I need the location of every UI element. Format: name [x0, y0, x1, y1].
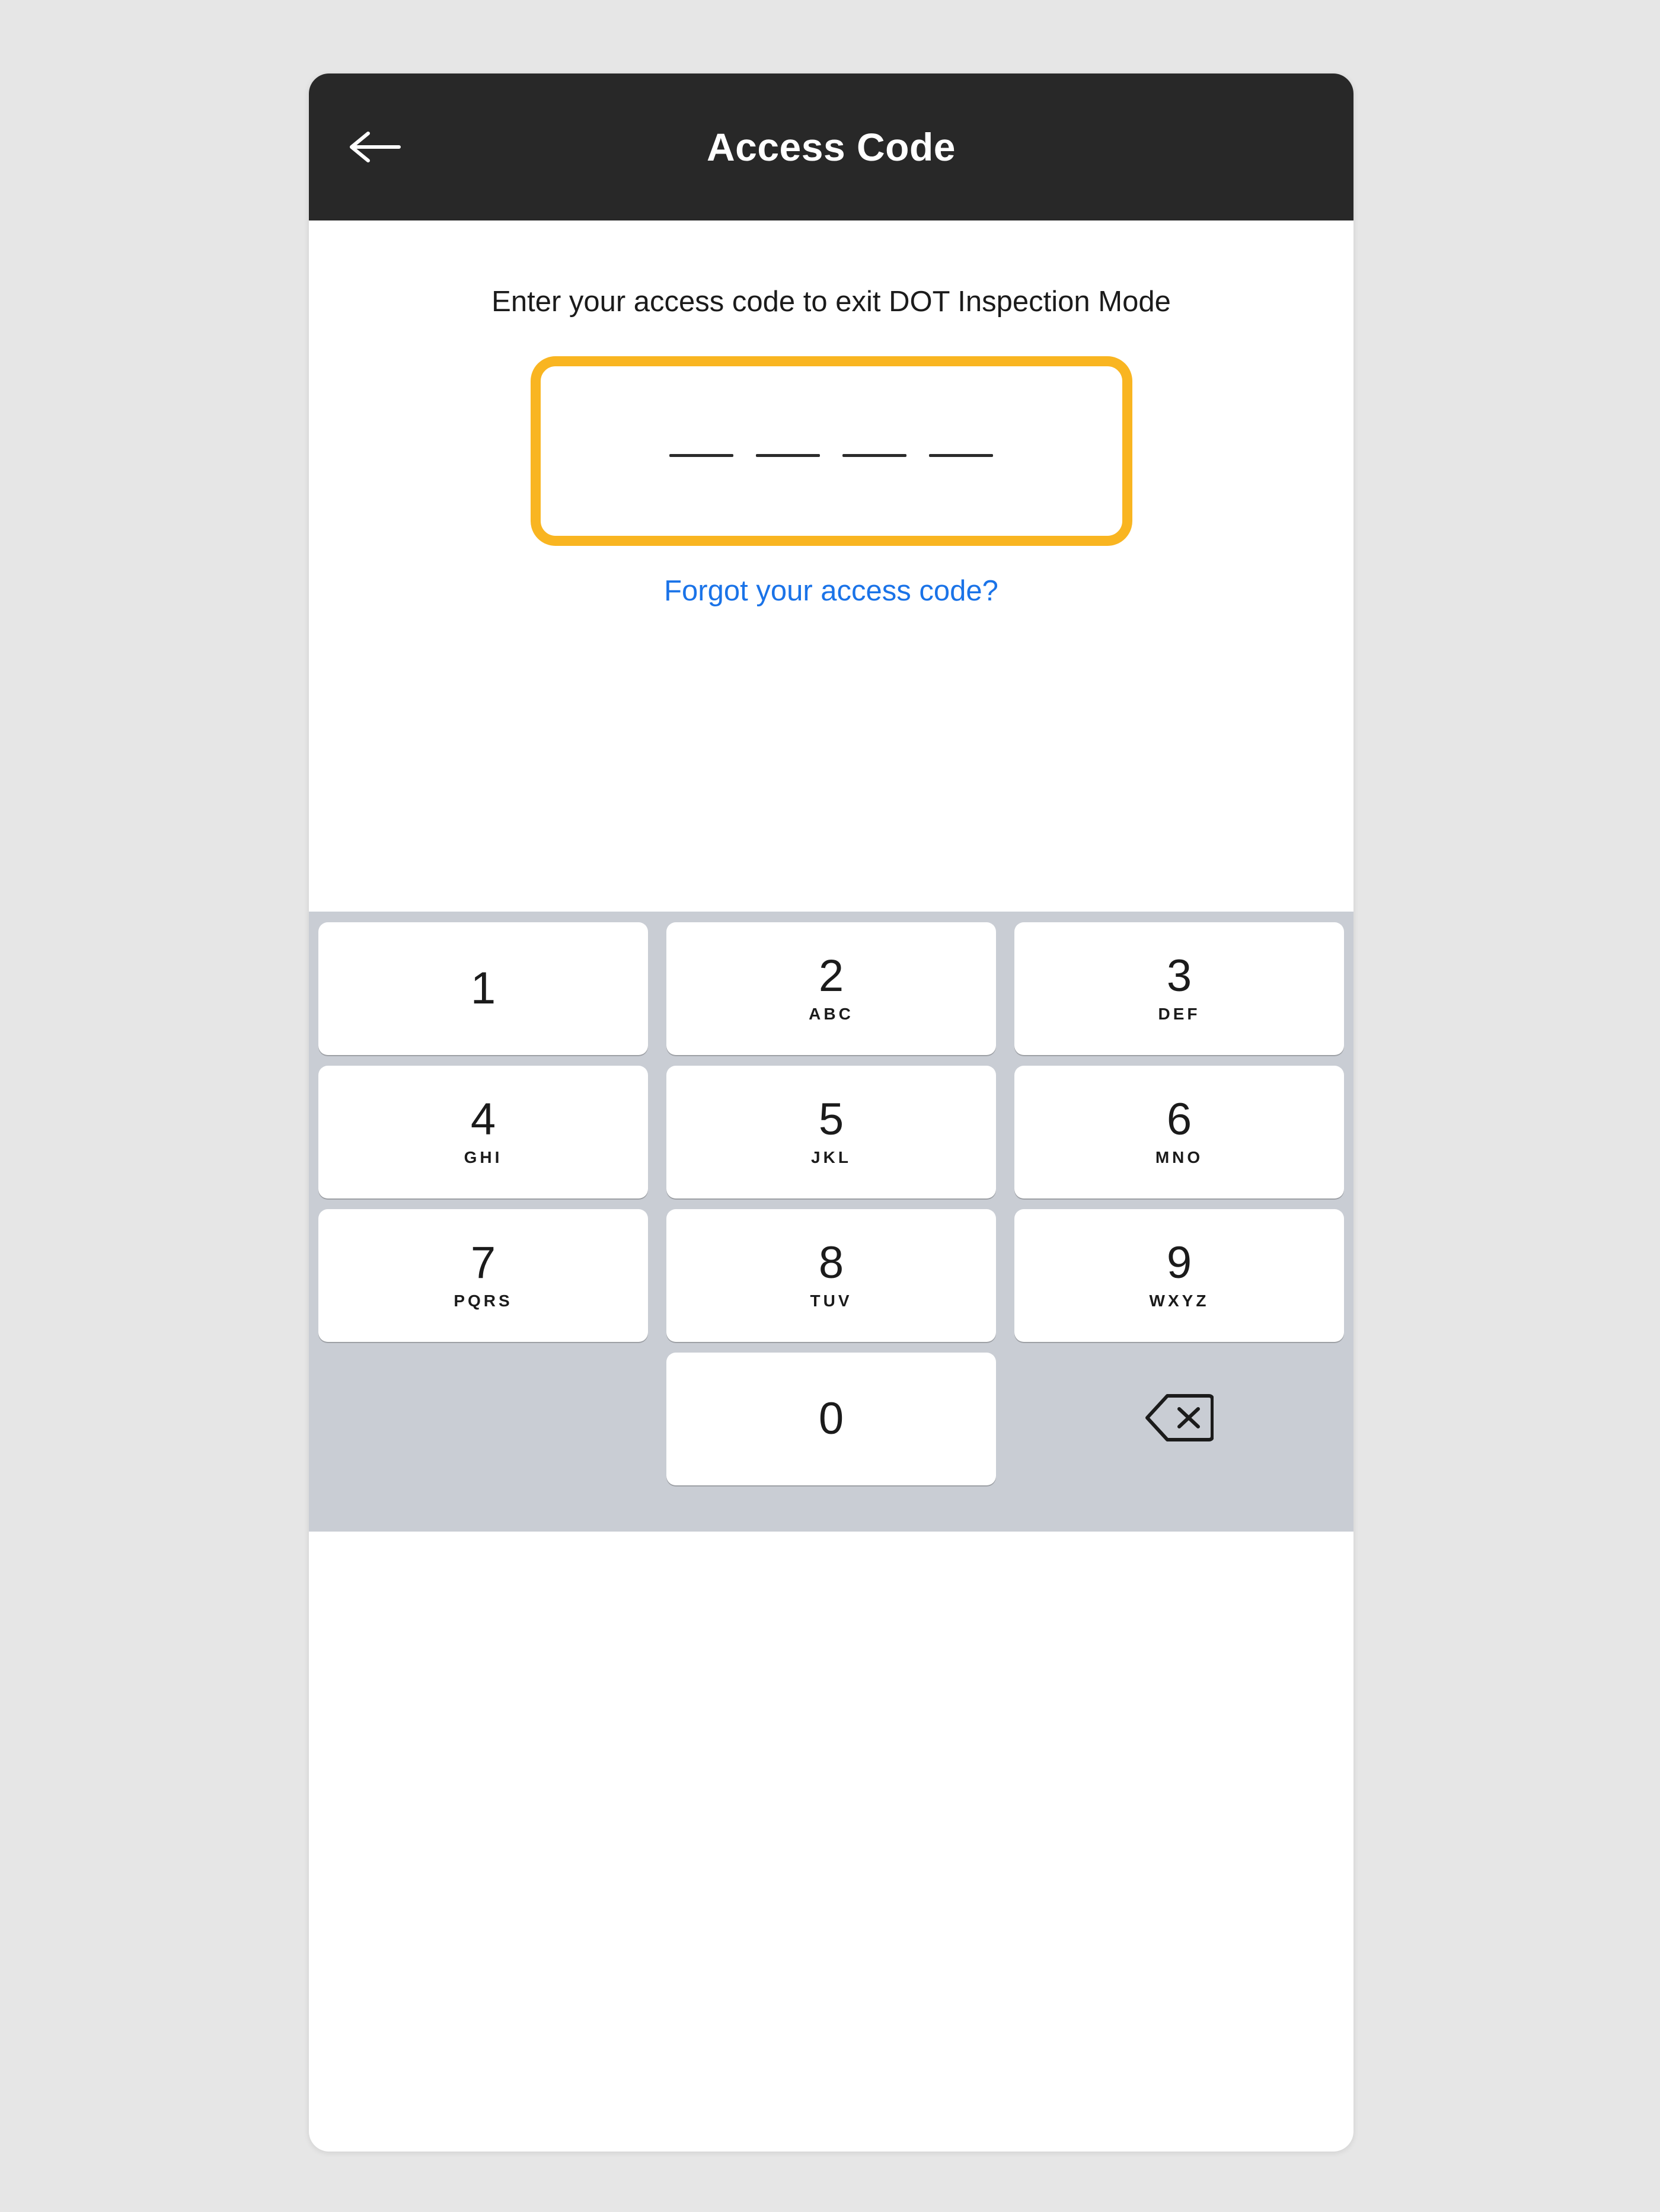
key-3[interactable] — [1014, 922, 1344, 1055]
key-7[interactable] — [318, 1209, 648, 1342]
key-2[interactable] — [666, 922, 996, 1055]
key-letters: PQRS — [454, 1292, 513, 1310]
key-digit: 9 — [1166, 1238, 1192, 1288]
app-bar — [309, 73, 1353, 220]
key-letters: WXYZ — [1149, 1292, 1209, 1310]
access-code-input[interactable] — [531, 356, 1132, 546]
key-letters: TUV — [810, 1292, 853, 1310]
keypad-row — [318, 1209, 1344, 1342]
key-letters: DEF — [1158, 1005, 1201, 1023]
code-digit-slot — [756, 454, 820, 457]
key-digit: 4 — [470, 1094, 496, 1145]
main-content — [309, 220, 1353, 1532]
key-letters: ABC — [809, 1005, 854, 1023]
key-digit: 3 — [1166, 951, 1192, 1001]
key-letters: MNO — [1155, 1148, 1204, 1166]
keypad-row — [318, 922, 1344, 1055]
code-digit-slot — [929, 454, 993, 457]
forgot-access-code-link[interactable]: Forgot your access code? — [664, 574, 998, 607]
key-5[interactable] — [666, 1066, 996, 1198]
key-letters: GHI — [464, 1148, 503, 1166]
key-digit: 0 — [818, 1393, 844, 1444]
key-digit: 5 — [818, 1094, 844, 1145]
key-digit: 2 — [818, 951, 844, 1001]
key-digit: 6 — [1166, 1094, 1192, 1145]
code-digit-slot — [842, 454, 906, 457]
key-digit: 7 — [470, 1238, 496, 1288]
key-digit: 8 — [818, 1238, 844, 1288]
key-0[interactable] — [666, 1353, 996, 1485]
key-9[interactable] — [1014, 1209, 1344, 1342]
keypad-row — [318, 1353, 1344, 1485]
key-digit: 1 — [470, 963, 496, 1014]
numeric-keypad — [309, 912, 1353, 1532]
key-1[interactable] — [318, 922, 648, 1055]
key-4[interactable] — [318, 1066, 648, 1198]
arrow-left-icon — [347, 130, 401, 164]
page-title: Access Code — [706, 125, 956, 169]
key-6[interactable] — [1014, 1066, 1344, 1198]
code-digit-slot — [669, 454, 733, 457]
key-8[interactable] — [666, 1209, 996, 1342]
keypad-spacer — [318, 1353, 648, 1485]
back-button[interactable] — [341, 114, 407, 180]
code-digit-placeholders — [669, 454, 993, 457]
keypad-row — [318, 1066, 1344, 1198]
key-letters: JKL — [811, 1148, 851, 1166]
backspace-icon — [1145, 1392, 1214, 1446]
instruction-text: Enter your access code to exit DOT Inspection Mode — [491, 286, 1171, 318]
backspace-key[interactable] — [1014, 1353, 1344, 1485]
phone-screen — [309, 73, 1353, 2152]
